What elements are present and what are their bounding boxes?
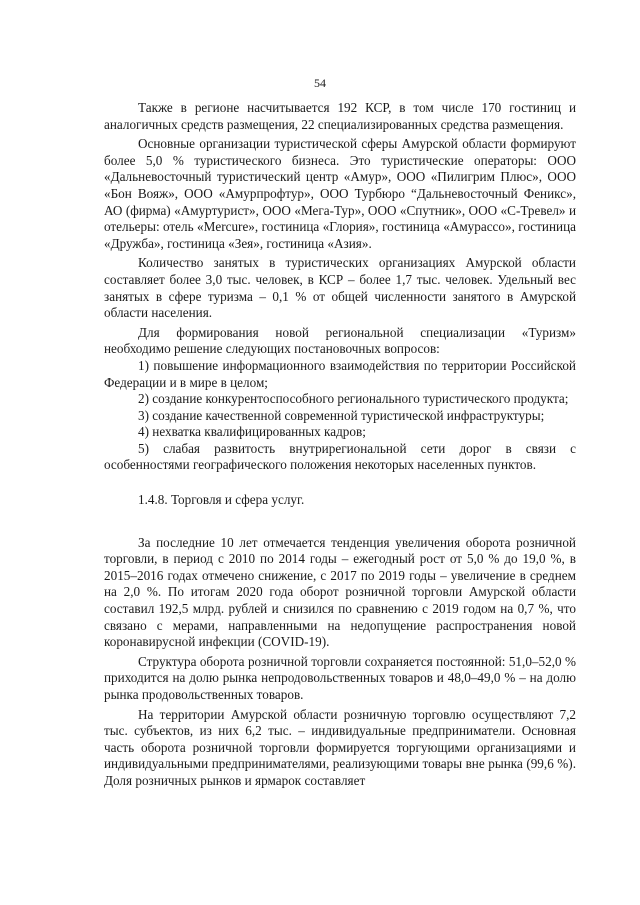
paragraph-ksr: Также в регионе насчитывается 192 КСР, в том числе 170 гостиниц и аналогичных средств размещения, 22 специализированных средства размещения. <box>104 100 576 132</box>
list-item: 5) слабая развитость внутрирегиональной сети дорог в связи с особенностями географического положения некоторых населенных пунктов. <box>104 440 576 473</box>
paragraph-retail-turnover: За последние 10 лет отмечается тенденция увеличения оборота розничной торговли, в период с 2010 по 2014 годы – ежегодный рост от 5,0 % до 19,0 %, в 2015–2016 годах отмечено снижение, с 2017 по 2019 годы – увеличение в среднем на 2,0 %. По итогам 2020 года оборот розничной торговли Амурской области составил 192,5 млрд. рублей и снизился по сравнению с 2019 годом на 0,7 %, что связано с мерами, направленными на недопущение распространения новой коронавирусной инфекции (COVID-19). <box>104 534 576 650</box>
paragraph-specialization: Для формирования новой региональной специализации «Туризм» необходимо решение следующих постановочных вопросов: <box>104 324 576 357</box>
list-item: 2) создание конкурентоспособного регионального туристического продукта; <box>138 391 569 407</box>
paragraph-organizations: Основные организации туристической сферы Амурской области формируют более 5,0 % туристического бизнеса. Это туристические операторы: ООО «Дальневосточный туристический центр «Амур», ООО «Пилигрим Плюс», ООО «Бон Вояж», ООО «Амурпрофтур», ООО Турбюро “Дальневосточный Феникс», АО (фирма) «Амуртурист», ООО «Мега-Тур», ООО «Спутник», ООО «С-Тревел» и отельеры: отель «Mercure», гостиница «Глория», гостиница «Амурассо», гостиница «Дружба», гостиница «Зея», гостиница «Азия». <box>104 136 576 251</box>
section-heading: 1.4.8. Торговля и сфера услуг. <box>138 492 305 508</box>
page-number: 54 <box>314 76 326 90</box>
paragraph-retail-subjects: На территории Амурской области розничную торговлю осуществляют 7,2 тыс. субъектов, из них 6,2 тыс. – индивидуальные предприниматели. Основная часть оборота розничной торговли формируется торгующими организациями и индивидуальными предпринимателями, реализующими товары вне рынка (99,6 %). Доля розничных рынков и ярмарок составляет <box>104 706 576 788</box>
list-item: 4) нехватка квалифицированных кадров; <box>138 424 366 440</box>
paragraph-retail-structure: Структура оборота розничной торговли сохраняется постоянной: 51,0–52,0 % приходится на долю рынка непродовольственных товаров и 48,0–49,0 % – на долю рынка продовольственных товаров. <box>104 653 576 702</box>
paragraph-employment: Количество занятых в туристических организациях Амурской области составляет более 3,0 тыс. человек, в КСР – более 1,7 тыс. человек. Удельный вес занятых в сфере туризма – 0,1 % от общей численности занятого в Амурской области населения. <box>104 255 576 321</box>
list-item: 1) повышение информационного взаимодействия по территории Российской Федерации и в мире в целом; <box>104 357 576 390</box>
document-body <box>104 100 576 790</box>
list-item: 3) создание качественной современной туристической инфраструктуры; <box>138 407 545 423</box>
